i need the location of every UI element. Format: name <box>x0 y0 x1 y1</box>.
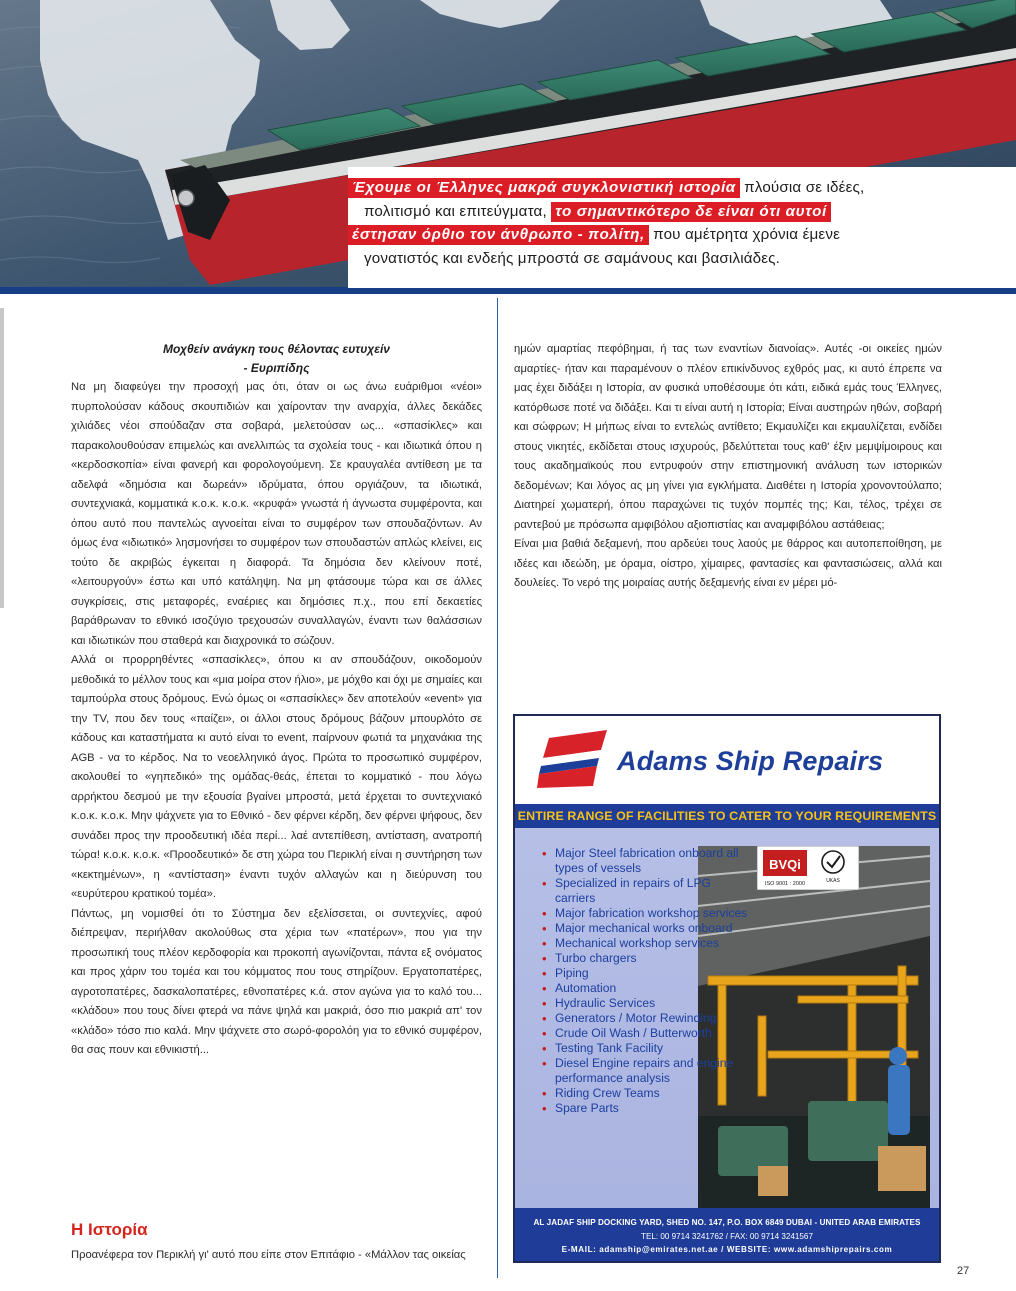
paragraph: Να μη διαφεύγει την προσοχή μας ότι, όταν οι ως άνω ευάριθμοι «νέοι» πυρπολούσαν κάδους σκουπιδιών και χαίρονταν την αναρχία, άλλες δεκάδες χιλιάδες νέοι σπούδαζαν στα σοβαρά, μελετούσαν ως... «σπασίκλες» και παρακολουθούσαν επιμελώς και ανελλιπώς τα σχολεία τους - και ιδιωτικά όπου η «κερδοσκοπία» είναι φανερή και φορολογούμενη. Σε κραυγαλέα αντίθεση με τα αδελφά «δημόσια και δωρεάν» ιδρύματα, όπου οργιάζουν, τα ιδιωτικά, συντεχνιακά, κομματικά κ.ο.κ. κ.ο.κ. «κρυφά» γνωστά ή άγνωστα συμφέροντα, και όπου αυτό που παντελώς αγνοείται είναι το συμφέρον των σπουδαζόντων. Αν όμως ένα «ιδιωτικό» λησμονήσει το συμφέρον των σπουδαστών απλώς κλείνει, εις τούτο δε ακριβώς έγκειται η διαφορά. Τα δημόσια δεν κλείνουν ποτέ, «λειτουργούν» έστω και υπό κατάληψη. Να μη φτάσουμε τώρα και σε άλλες συγκρίσεις, στις μεταφορές, εναέριες και δημόσιες π.χ., που επί δεκαετίες βαράθρωναν το εθνικό ισοζύγιο τρεχουσών συναλλαγών, έναντι των θαλάσσιων και ιδιωτικών που σταθερά και διαχρονικά το σώζουν. <box>71 381 482 647</box>
list-item: • Major mechanical works onboard <box>529 921 749 936</box>
ukas-label: UKAS <box>826 878 840 884</box>
list-item: • Major Steel fabrication onboard all types of vessels <box>529 846 749 876</box>
list-item: • Diesel Engine repairs and engine performance analysis <box>529 1056 749 1086</box>
quote-text-4: γονατιστός και ενδεής μπροστά σε σαμάνους και βασιλιάδες. <box>364 249 781 267</box>
list-item: • Testing Tank Facility <box>529 1041 749 1056</box>
paragraph: Πάντως, μη νομισθεί ότι το Σύστημα δεν εξελίσσεται, οι συντεχνίες, αφού διέπρεψαν, περιήλθαν ακολούθως στα χέρια των «πατέρων», που για την προσωπική τους πλέον κερδοφορία και προκοπή αγωνίζονται, πάντα εξ ονόματος και προς χάριν του τομέα και του κόμματος που τους στηρίζουν. Εργατοπατέρες, αγροτοπατέρες, δασκαλοπατέρες, εθνοπατέρες κ.ά. στον αγώνα για το καλό του... «κλάδου» που τους δίνει φτερά να πάνε ψηλά και μακριά, όσο πιο μακριά απ' τον «κλάδο» τόσο πιο καλά. Μην ψάχνετε στο σωρό-φορολόη για το εθνικό συμφέρον, θα σας πουν και εθνικιστή... <box>71 907 482 1056</box>
list-item: • Major fabrication workshop services <box>529 906 749 921</box>
list-item: • Hydraulic Services <box>529 996 749 1011</box>
list-item: • Riding Crew Teams <box>529 1086 749 1101</box>
certification-badge <box>757 846 859 890</box>
column-divider <box>497 298 498 1278</box>
list-item: • Specialized in repairs of LPG carriers <box>529 876 749 906</box>
right-column <box>514 340 942 594</box>
epigraph-quote: Μοχθείν ανάγκη τους θέλοντας ευτυχείν <box>163 342 390 356</box>
ad-footer <box>515 1208 939 1261</box>
list-item: • Generators / Motor Rewinding <box>529 1011 749 1026</box>
list-item: • Turbo chargers <box>529 951 749 966</box>
quote-highlight-2: το σημαντικότερο δε είναι ότι αυτοί <box>551 202 831 222</box>
margin-rule <box>0 308 4 608</box>
paragraph: ημών αμαρτίας πεφόβημαι, ή τας των εναντίων διανοίας». Αυτές -οι οικείες ημών αμαρτίες- ήταν και παραμένουν ο πλέον επικίνδυνος εχθρός μας, κι αυτό έπρεπε να μας έχει διδάξει η Ιστορία, αν φυσικά υποθέσουμε ότι κάτι, ειδικά εμάς τους Έλληνες, κατόρθωσε ποτέ να διδάξει. Και τι είναι αυτή η Ιστορία; Είναι αυστηρών ηθών, σοβαρή και σώφρων; Η μήπως είναι το εντελώς αντίθετο; Εκμαυλίζει και εκμαυλίζεται, ενδίδει στους νικητές, εκδίδεται στους ισχυρούς, βδελύττεται τους καθ' έξιν μεμψίμοιρους και τους ακαδημαϊκούς που εντρυφούν στην επιστημονική ανάλυση των ιστορικών δεδομένων; Και λόγος ας μη γίνει για εγκλήματα. Διαθέτει η Ιστορία χρονοντούλαπο; Διατηρεί χωματερή, όπου παραχώνει τις τυχόν πομπές της; Και, τέλος, τρέχει σε ραντεβού με πρόσωπα αμφιβόλου αξιοπιστίας και αναμφιβόλου αστάθειας; <box>514 343 942 531</box>
paragraph: Αλλά οι προρρηθέντες «σπασίκλες», όπου κι αν σπουδάζουν, οικοδομούν μεθοδικά το μέλλον τους και «μια μοίρα στον ήλιο», με μόχθο και όχι με σημαίες και ταμπούρλα στους δρόμους. Ενώ όμως οι «σπασίκλες» δεν αποτελούν «event» για την TV, που δεν τους «παίζει», οι άλλοι στους δρόμους βάζουν μπουρλότο σε κάδους και καταστήματα κι αυτό είναι το event, παίρνουν φωτιά τα μηχανάκια της AGB - να το κέρδος. Να το νεοελληνικό άγος. Πρώτα το προσωπικό συμφέρον, ακολουθεί το «γηπεδικό» της ομάδας-θεάς, έπεται το κομματικό - που λόγω αρρήκτου δεσμού με την εξουσία βγαίνει μπροστά, μετά έρχεται το συντεχνιακό κ.ο.κ. κ.ο.κ. Μην ψάχνετε για το Εθνικό - δεν φέρνει κέρδη, δεν φέρνει ψήφους, δεν συνάδει προς την προοδευτική ιδέα περί... λαέ αντεπίθεση, αντίσταση, ανατροπή τώρα! κ.ο.κ. κ.ο.κ. «Προοδευτικό» δε στη χώρα του Περικλή είναι η συντήρηση των «κεκτημένων», η «αντίσταση» έναντι τυχόν αλλαγών και η διεύρυνση του «ευρύτερου κρατικού τομέα». <box>71 654 482 900</box>
epigraph <box>71 340 482 378</box>
hero-quote <box>348 176 1008 270</box>
section-heading: Η Ιστορία <box>71 1220 148 1239</box>
ad-content <box>515 828 939 1208</box>
quote-highlight-3: έστησαν όρθιο τον άνθρωπο - πολίτη, <box>348 225 649 245</box>
company-name: Adams Ship Repairs <box>617 746 884 776</box>
list-item: • Piping <box>529 966 749 981</box>
cert-standard: ISO 9001 : 2000 <box>764 881 806 887</box>
ad-header <box>515 716 939 806</box>
section-intro: Προανέφερα τον Περικλή γι' αυτό που είπε στον Επιτάφιο - «Μάλλον τας οικείας <box>71 1249 466 1261</box>
list-item: • Automation <box>529 981 749 996</box>
ad-address: AL JADAF SHIP DOCKING YARD, SHED NO. 147, P.O. BOX 6849 DUBAI - UNITED ARAB EMIRATES <box>533 1218 921 1227</box>
page-number: 27 <box>957 1265 970 1277</box>
quote-highlight-1: Έχουμε οι Έλληνες μακρά συγκλονιστική ιστορία <box>348 178 740 198</box>
left-column <box>71 378 482 1061</box>
hero-divider-bar <box>0 287 1016 294</box>
list-item: • Crude Oil Wash / Butterworth <box>529 1026 749 1041</box>
cert-brand: BVQi <box>769 857 801 872</box>
ad-tagline: ENTIRE RANGE OF FACILITIES TO CATER TO YOUR REQUIREMENTS <box>515 804 939 828</box>
epigraph-author: - Ευριπίδης <box>243 361 310 375</box>
quote-text-1: πλούσια σε ιδέες, <box>744 179 865 196</box>
ad-phone: TEL: 00 9714 3241762 / FAX: 00 9714 3241567 <box>641 1232 813 1241</box>
advertisement[interactable] <box>513 714 941 1263</box>
list-item: • Mechanical workshop services <box>529 936 749 951</box>
quote-text-2: πολιτισμό και επιτεύγματα, <box>364 202 547 220</box>
services-list <box>529 846 749 1116</box>
ad-contact[interactable]: E-MAIL: adamship@emirates.net.ae / WEBSITE: www.adamshiprepairs.com <box>561 1245 893 1254</box>
company-logo-icon <box>537 728 615 790</box>
quote-text-3: που αμέτρητα χρόνια έμενε <box>653 226 841 244</box>
paragraph: Είναι μια βαθιά δεξαμενή, που αρδεύει τους λαούς με θάρρος και αυτοπεποίθηση, με ιδέες και ιδεώδη, με όραμα, οίστρο, χίμαιρες, φαντασίες και φαντασιώσεις, αλλά και δουλείες. Το νερό της μοιραίας αυτής δεξαμενής είναι εν μέρει μό- <box>514 538 942 589</box>
list-item: • Spare Parts <box>529 1101 749 1116</box>
